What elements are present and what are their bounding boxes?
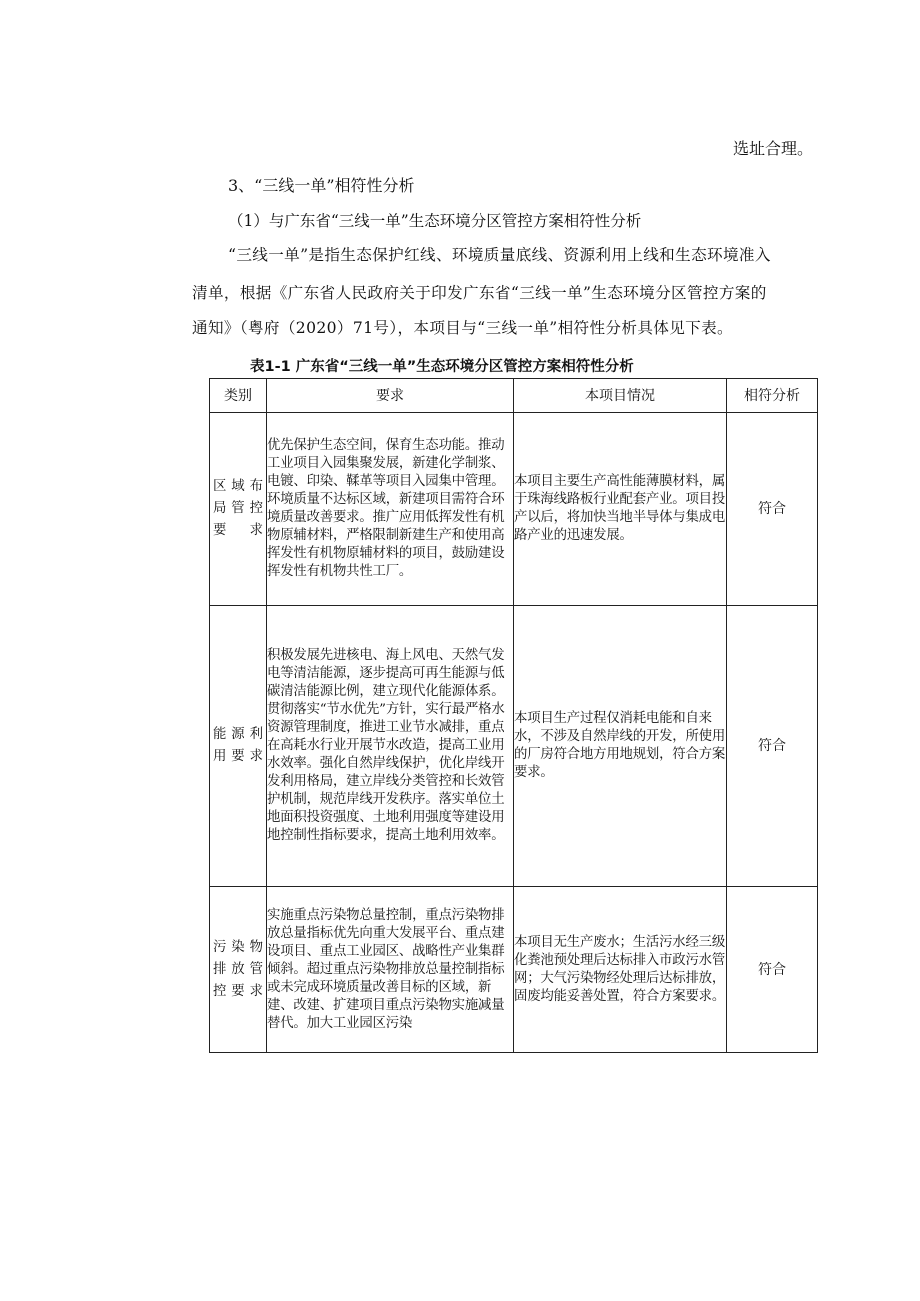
paragraph-line-3: 通知》（粤府（2020）71号），本项目与“三线一单”相符性分析具体见下表。: [192, 319, 733, 337]
row-situation: 本项目无生产废水；生活污水经三级化粪池预处理后达标排入市政污水管网；大气污染物经处理后达标排放，固废均能妥善处置，符合方案要求。: [514, 887, 727, 1053]
row-result: 符合: [727, 887, 818, 1053]
row-requirement: 积极发展先进核电、海上风电、天然气发电等清洁能源，逐步提高可再生能源与低碳清洁能源比例，建立现代化能源体系。贯彻落实“节水优先”方针，实行最严格水资源管理制度，推进工业节水减排，重点在高耗水行业开展节水改造，提高工业用水效率。强化自然岸线保护，优化岸线开发利用格局，建立岸线分类管控和长效管护机制，规范岸线开发秩序。落实单位土地面积投资强度、土地利用强度等建设用地控制性指标要求，提高土地利用效率。: [267, 606, 514, 887]
paragraph-line-1: “三线一单”是指生态保护红线、环境质量底线、资源利用上线和生态环境准入: [228, 246, 771, 264]
table-caption: 表1-1 广东省“三线一单”生态环境分区管控方案相符性分析: [250, 359, 634, 375]
header-requirement: 要求: [267, 379, 514, 413]
row-requirement: 实施重点污染物总量控制，重点污染物排放总量指标优先向重大发展平台、重点建设项目、重点工业园区、战略性产业集群倾斜。超过重点污染物排放总量控制指标或未完成环境质量改善目标的区域，新建、改建、扩建项目重点污染物实施减量替代。加大工业园区污染: [267, 887, 514, 1053]
row-category: 能源利用要求: [210, 606, 267, 887]
row-situation: 本项目主要生产高性能薄膜材料，属于珠海线路板行业配套产业。项目投产以后，将加快当地半导体与集成电路产业的迅速发展。: [514, 413, 727, 606]
row-result: 符合: [727, 606, 818, 887]
table-header-row: [210, 379, 818, 413]
continued-text: 选址合理。: [733, 139, 814, 158]
row-category: 区域布局管控要求: [210, 413, 267, 606]
row-category: 污染物排放管控要求: [210, 887, 267, 1053]
compliance-table: [209, 378, 818, 1053]
subheading: （1）与广东省“三线一单”生态环境分区管控方案相符性分析: [228, 212, 642, 230]
paragraph-line-2: 清单，根据《广东省人民政府关于印发广东省“三线一单”生态环境分区管控方案的: [192, 284, 767, 302]
row-situation: 本项目生产过程仅消耗电能和自来水，不涉及自然岸线的开发，所使用的厂房符合地方用地规划，符合方案要求。: [514, 606, 727, 887]
row-result: 符合: [727, 413, 818, 606]
table-row: [210, 413, 818, 606]
table-row: [210, 887, 818, 1053]
table-row: [210, 606, 818, 887]
section-heading: 3、“三线一单”相符性分析: [228, 176, 415, 195]
row-requirement: 优先保护生态空间，保育生态功能。推动工业项目入园集聚发展，新建化学制浆、电镀、印染、鞣革等项目入园集中管理。环境质量不达标区域，新建项目需符合环境质量改善要求。推广应用低挥发性有机物原辅材料，严格限制新建生产和使用高挥发性有机物原辅材料的项目，鼓励建设挥发性有机物共性工厂。: [267, 413, 514, 606]
header-result: 相符分析: [727, 379, 818, 413]
header-situation: 本项目情况: [514, 379, 727, 413]
header-category: 类别: [210, 379, 267, 413]
